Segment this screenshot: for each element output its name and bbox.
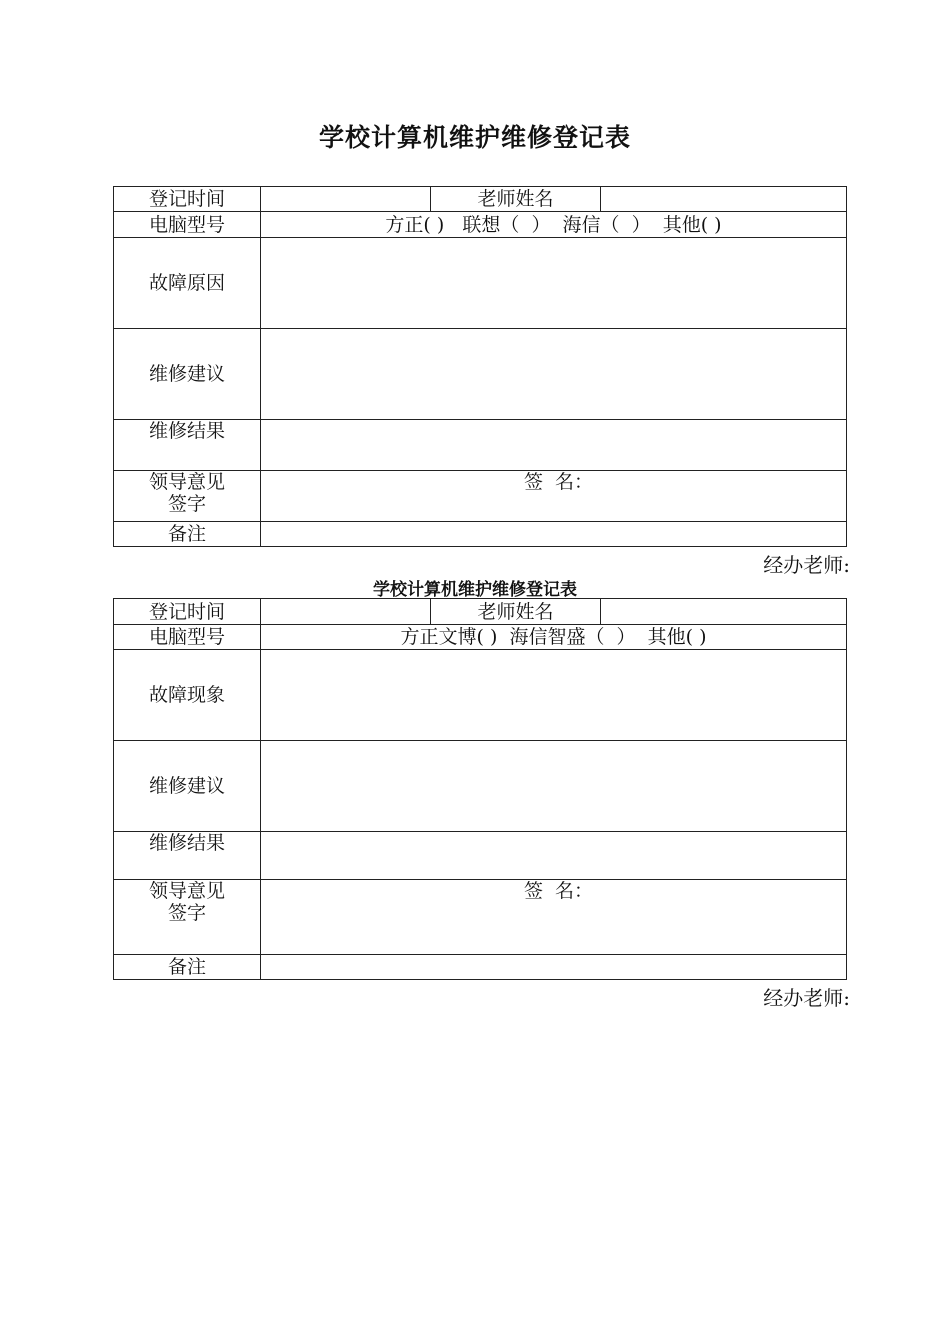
teacher-name-label: 老师姓名 xyxy=(431,599,601,625)
advice-field[interactable] xyxy=(261,741,847,832)
fault-label: 故障原因 xyxy=(114,238,261,329)
leader-sign-field[interactable] xyxy=(261,880,847,955)
remark-field[interactable] xyxy=(261,955,847,980)
leader-opinion-label-line2: 签字 xyxy=(167,902,206,924)
sign-label: 签 名： xyxy=(523,880,594,902)
remark-field[interactable] xyxy=(261,522,847,547)
advice-label: 维修建议 xyxy=(114,741,261,832)
model-label: 电脑型号 xyxy=(114,212,261,238)
teacher-name-label: 老师姓名 xyxy=(431,187,601,212)
reg-time-label: 登记时间 xyxy=(114,599,261,625)
sign-label: 签 名： xyxy=(523,471,594,493)
remark-label: 备注 xyxy=(114,522,261,547)
model-options[interactable]: 方正( ) 联想（ ） 海信（ ） 其他( ) xyxy=(261,212,847,238)
fault-field[interactable] xyxy=(261,650,847,741)
fault-field[interactable] xyxy=(261,238,847,329)
teacher-name-field[interactable] xyxy=(601,187,847,212)
model-options[interactable]: 方正文博( ) 海信智盛（ ） 其他( ) xyxy=(261,625,847,650)
model-label: 电脑型号 xyxy=(114,625,261,650)
form1-title: 学校计算机维护维修登记表 xyxy=(318,123,631,152)
form2-table xyxy=(113,598,847,980)
leader-opinion-label-line1: 领导意见 xyxy=(148,471,225,493)
teacher-name-field[interactable] xyxy=(601,599,847,625)
reg-time-label: 登记时间 xyxy=(114,187,261,212)
result-field[interactable] xyxy=(261,420,847,471)
form2-handler-teacher: 经办老师: xyxy=(763,986,850,1010)
reg-time-field[interactable] xyxy=(261,187,431,212)
advice-label: 维修建议 xyxy=(114,329,261,420)
fault-label: 故障现象 xyxy=(114,650,261,741)
form2-title: 学校计算机维护维修登记表 xyxy=(373,580,577,600)
leader-sign-field[interactable] xyxy=(261,471,847,522)
leader-opinion-label xyxy=(114,471,261,522)
result-label: 维修结果 xyxy=(114,832,261,880)
form1-table xyxy=(113,186,847,547)
result-field[interactable] xyxy=(261,832,847,880)
leader-opinion-label-line2: 签字 xyxy=(167,493,206,515)
result-label: 维修结果 xyxy=(114,420,261,471)
leader-opinion-label xyxy=(114,880,261,955)
leader-opinion-label-line1: 领导意见 xyxy=(148,880,225,902)
reg-time-field[interactable] xyxy=(261,599,431,625)
remark-label: 备注 xyxy=(114,955,261,980)
advice-field[interactable] xyxy=(261,329,847,420)
form1-handler-teacher: 经办老师: xyxy=(763,553,850,577)
